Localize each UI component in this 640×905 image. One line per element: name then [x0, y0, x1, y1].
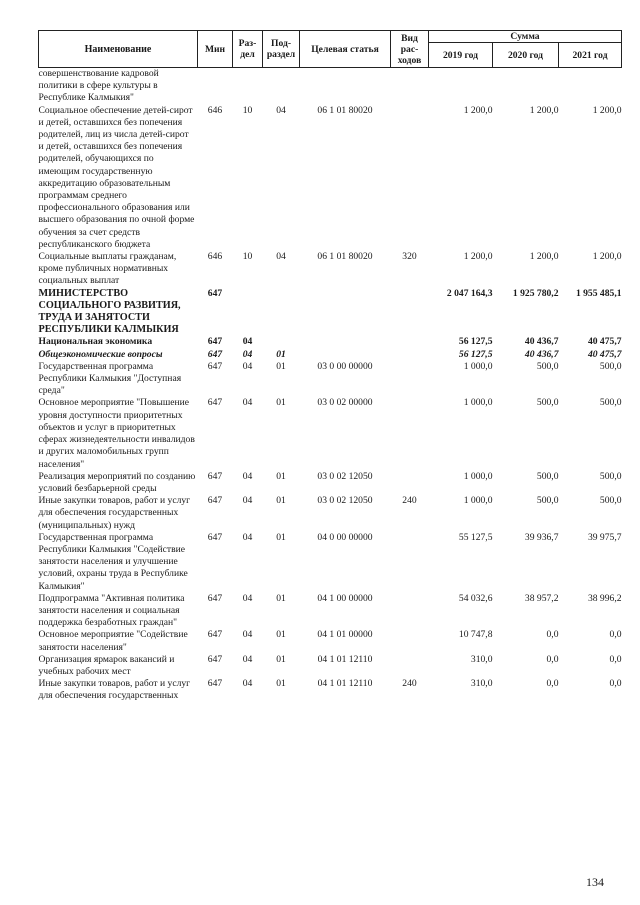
cell-amount-2020: 1 200,0	[529, 251, 559, 263]
header-celevaya-statya: Целевая статья	[300, 31, 391, 68]
cell-vid-raskhodov	[391, 654, 429, 678]
cell-name: Национальная экономика	[38, 336, 153, 348]
cell-podrazdel: 01	[276, 629, 286, 641]
cell-razdel	[233, 288, 263, 337]
cell-celevaya-statya	[300, 336, 391, 348]
header-year-2020: 2020 год	[493, 43, 559, 68]
cell-amount-2021	[559, 68, 622, 105]
cell-amount-2019: 1 200,0	[463, 251, 493, 263]
cell-name: Общеэкономические вопросы	[38, 348, 163, 360]
cell-amount-2020	[493, 68, 559, 105]
cell-celevaya-statya: 04 1 01 12110	[317, 653, 373, 665]
cell-name: Иные закупки товаров, работ и услуг для обеспечения государственных (муниципальных) нужд	[38, 495, 191, 531]
cell-name: Государственная программа Республики Калмыкия "Доступная среда"	[38, 360, 182, 397]
cell-amount-2020: 1 200,0	[529, 104, 559, 116]
table-row	[39, 397, 622, 470]
cell-amount-2020: 500,0	[536, 495, 559, 507]
cell-min: 647	[207, 360, 223, 372]
cell-podrazdel	[263, 288, 300, 337]
cell-amount-2021: 38 996,2	[587, 592, 622, 604]
cell-amount-2021: 500,0	[599, 397, 622, 409]
cell-vid-raskhodov	[391, 629, 429, 653]
cell-razdel: 04	[242, 653, 253, 665]
cell-vid-raskhodov	[391, 397, 429, 470]
cell-amount-2019: 1 000,0	[463, 397, 493, 409]
cell-celevaya-statya: 03 0 02 12050	[317, 495, 373, 507]
cell-min: 647	[207, 531, 223, 543]
cell-podrazdel	[263, 336, 300, 348]
cell-amount-2019: 1 000,0	[463, 470, 493, 482]
cell-amount-2021: 40 475,7	[587, 348, 622, 360]
cell-name: Подпрограмма "Активная политика занятости населения и социальная поддержка безработных граждан"	[38, 592, 185, 629]
cell-celevaya-statya: 06 1 01 80020	[317, 104, 373, 116]
cell-podrazdel: 01	[276, 348, 286, 360]
cell-celevaya-statya: 04 0 00 00000	[317, 531, 373, 543]
cell-razdel: 04	[242, 470, 253, 482]
cell-amount-2020: 0,0	[546, 653, 559, 665]
header-year-2019: 2019 год	[429, 43, 493, 68]
cell-razdel: 04	[242, 397, 253, 409]
cell-amount-2020: 40 436,7	[524, 336, 559, 348]
table-row	[39, 678, 622, 702]
cell-name: Государственная программа Республики Калмыкия "Содействие занятости населения и улучшение условий, охраны труда в Республике Калмыкия"	[38, 531, 188, 592]
table-row	[39, 105, 622, 251]
cell-podrazdel: 01	[276, 470, 286, 482]
cell-min: 647	[207, 653, 223, 665]
cell-amount-2021: 0,0	[609, 653, 622, 665]
cell-amount-2021: 1 955 485,1	[575, 287, 622, 299]
cell-razdel: 04	[242, 592, 253, 604]
cell-min: 647	[207, 470, 223, 482]
cell-name: Основное мероприятие "Содействие занятости населения"	[38, 629, 188, 653]
cell-vid-raskhodov	[391, 471, 429, 495]
table-row	[39, 654, 622, 678]
cell-amount-2019: 1 000,0	[463, 495, 493, 507]
cell-min: 647	[207, 287, 223, 299]
cell-amount-2019: 55 127,5	[458, 531, 493, 543]
cell-celevaya-statya	[300, 288, 391, 337]
table-row	[39, 629, 622, 653]
cell-min: 646	[207, 251, 223, 263]
cell-razdel: 10	[242, 104, 253, 116]
cell-amount-2021: 0,0	[609, 629, 622, 641]
cell-min: 647	[207, 397, 223, 409]
cell-vid-raskhodov	[391, 593, 429, 630]
budget-table	[38, 30, 622, 703]
cell-celevaya-statya: 03 0 02 00000	[317, 397, 373, 409]
cell-vid-raskhodov	[391, 68, 429, 105]
cell-amount-2019: 310,0	[470, 653, 493, 665]
cell-name: Организация ярмарок вакансий и учебных рабочих мест	[38, 653, 175, 677]
cell-podrazdel: 01	[276, 678, 286, 690]
cell-podrazdel: 01	[276, 397, 286, 409]
cell-min: 647	[207, 348, 223, 360]
cell-amount-2021: 40 475,7	[587, 336, 622, 348]
cell-vid-raskhodov	[391, 105, 429, 251]
cell-vid-raskhodov	[391, 349, 429, 361]
cell-celevaya-statya: 06 1 01 80020	[317, 251, 373, 263]
cell-celevaya-statya: 04 1 01 00000	[317, 629, 373, 641]
cell-vid-raskhodov	[391, 288, 429, 337]
cell-razdel: 04	[242, 629, 253, 641]
cell-name: Иные закупки товаров, работ и услуг для обеспечения государственных	[38, 678, 191, 702]
cell-amount-2019: 310,0	[470, 678, 493, 690]
cell-amount-2020: 500,0	[536, 397, 559, 409]
cell-podrazdel: 01	[276, 592, 286, 604]
header-year-2021: 2021 год	[559, 43, 622, 68]
header-summa: Сумма	[429, 31, 622, 43]
cell-min: 646	[207, 104, 223, 116]
cell-min	[198, 68, 233, 105]
cell-amount-2020: 0,0	[546, 678, 559, 690]
cell-razdel: 10	[242, 251, 253, 263]
cell-amount-2021: 500,0	[599, 470, 622, 482]
cell-razdel	[233, 68, 263, 105]
cell-amount-2020: 0,0	[546, 629, 559, 641]
cell-name: Основное мероприятие "Повышение уровня доступности приоритетных объектов и услуг в приоритетных сферах жизнедеятельности инвалидов и других маломобильных групп населения"	[38, 397, 195, 470]
cell-celevaya-statya	[300, 349, 391, 361]
table-row	[39, 349, 622, 361]
cell-min: 647	[207, 678, 223, 690]
cell-amount-2020: 1 925 780,2	[512, 287, 559, 299]
table-row	[39, 288, 622, 337]
cell-celevaya-statya: 03 0 02 12050	[317, 470, 373, 482]
cell-vid-raskhodov	[391, 532, 429, 593]
cell-amount-2020: 38 957,2	[524, 592, 559, 604]
cell-min: 647	[207, 495, 223, 507]
table-row	[39, 532, 622, 593]
table-row	[39, 68, 622, 105]
cell-podrazdel	[263, 68, 300, 105]
cell-amount-2020: 500,0	[536, 360, 559, 372]
cell-razdel: 04	[242, 348, 253, 360]
header-podrazdel: Под-раздел	[263, 31, 300, 68]
cell-vid-raskhodov: 240	[402, 495, 417, 507]
table-body	[39, 68, 622, 703]
table-row	[39, 361, 622, 398]
cell-amount-2021: 0,0	[609, 678, 622, 690]
cell-celevaya-statya: 04 1 01 12110	[317, 678, 373, 690]
cell-podrazdel: 04	[276, 104, 286, 116]
cell-amount-2019: 2 047 164,3	[446, 287, 493, 299]
cell-vid-raskhodov: 320	[402, 251, 417, 263]
table-row	[39, 593, 622, 630]
header-min: Мин	[198, 31, 233, 68]
cell-vid-raskhodov: 240	[402, 678, 417, 690]
cell-podrazdel: 04	[276, 251, 286, 263]
cell-amount-2019: 1 200,0	[463, 104, 493, 116]
cell-amount-2020: 40 436,7	[524, 348, 559, 360]
cell-vid-raskhodov	[391, 336, 429, 348]
cell-podrazdel: 01	[276, 531, 286, 543]
cell-amount-2019: 56 127,5	[458, 348, 493, 360]
cell-amount-2019: 56 127,5	[458, 336, 493, 348]
cell-celevaya-statya: 03 0 00 00000	[317, 360, 373, 372]
cell-name: Реализация мероприятий по созданию условий безбарьерной среды	[38, 470, 196, 494]
table-row	[39, 336, 622, 348]
cell-name: Социальные выплаты гражданам, кроме публичных нормативных социальных выплат	[38, 251, 177, 287]
cell-amount-2021: 1 200,0	[592, 251, 622, 263]
cell-min: 647	[207, 629, 223, 641]
cell-razdel: 04	[242, 678, 253, 690]
cell-amount-2019	[429, 68, 493, 105]
cell-amount-2020: 500,0	[536, 470, 559, 482]
table-header	[39, 31, 622, 68]
cell-amount-2020: 39 936,7	[524, 531, 559, 543]
cell-podrazdel: 01	[276, 495, 286, 507]
cell-amount-2019: 54 032,6	[458, 592, 493, 604]
cell-razdel: 04	[242, 495, 253, 507]
cell-amount-2021: 1 200,0	[592, 104, 622, 116]
cell-celevaya-statya: 04 1 00 00000	[317, 592, 373, 604]
page-number: 134	[586, 875, 604, 889]
cell-celevaya-statya	[300, 68, 391, 105]
cell-name: МИНИСТЕРСТВО СОЦИАЛЬНОГО РАЗВИТИЯ, ТРУДА И ЗАНЯТОСТИ РЕСПУБЛИКИ КАЛМЫКИЯ	[38, 287, 181, 336]
cell-amount-2019: 1 000,0	[463, 360, 493, 372]
cell-razdel: 04	[242, 336, 253, 348]
cell-razdel: 04	[242, 531, 253, 543]
cell-podrazdel: 01	[276, 360, 286, 372]
table-row	[39, 495, 622, 532]
cell-amount-2019: 10 747,8	[458, 629, 493, 641]
cell-amount-2021: 500,0	[599, 360, 622, 372]
table-row	[39, 251, 622, 288]
header-vid-raskhodov: Вид рас-ходов	[391, 31, 429, 68]
cell-podrazdel: 01	[276, 653, 286, 665]
cell-name: совершенствование кадровой политики в сфере культуры в Республике Калмыкия"	[38, 68, 159, 104]
cell-vid-raskhodov	[391, 361, 429, 398]
cell-amount-2021: 500,0	[599, 495, 622, 507]
header-name: Наименование	[39, 31, 198, 68]
cell-amount-2021: 39 975,7	[587, 531, 622, 543]
cell-min: 647	[207, 592, 223, 604]
cell-name: Социальное обеспечение детей-сирот и детей, оставшихся без попечения родителей, лиц из числа детей-сирот и детей, оставшихся без попечения родителей, обучающихся по имеющим государственную аккредитацию образовательным программам среднего профессионального образования или высшего образования по очной форме обучения за счет средств республиканского бюджета	[38, 104, 195, 250]
cell-razdel: 04	[242, 360, 253, 372]
header-razdel: Раз-дел	[233, 31, 263, 68]
cell-min: 647	[207, 336, 223, 348]
table-row	[39, 471, 622, 495]
